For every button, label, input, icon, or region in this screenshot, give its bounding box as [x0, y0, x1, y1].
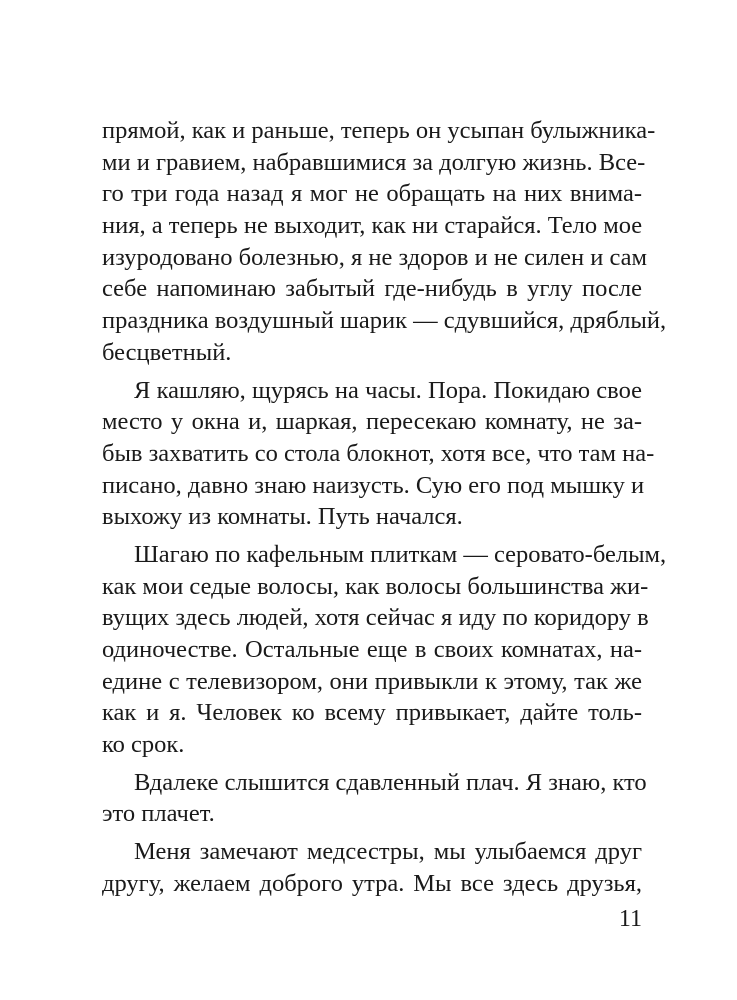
text-line: ко срок.	[102, 731, 185, 759]
text-line: праздника воздушный шарик — сдувшийся, дряблый,	[102, 307, 667, 335]
body-text	[102, 115, 667, 900]
text-line: писано, давно знаю наизусть. Сую его под мышку и	[102, 471, 645, 499]
text-line: выхожу из комнаты. Путь начался.	[102, 503, 463, 531]
paragraph-2	[102, 375, 655, 533]
text-line: Вдалеке слышится сдавленный плач. Я знаю, кто	[134, 768, 647, 796]
text-line: ми и гравием, набравшимися за долгую жизнь. Все-	[102, 148, 646, 176]
text-line: как мои седые волосы, как волосы большинства жи-	[102, 572, 649, 600]
text-line: себе напоминаю забытый где-нибудь в углу после	[102, 275, 642, 303]
text-line: бесцветный.	[102, 338, 232, 366]
text-line: другу, желаем доброго утра. Мы все здесь друзья,	[102, 869, 642, 897]
text-line: ния, а теперь не выходит, как ни старайся. Тело мое	[102, 212, 643, 240]
page-number: 11	[618, 906, 642, 932]
text-line: изуродовано болезнью, я не здоров и не силен и сам	[102, 243, 648, 271]
text-line: едине с телевизором, они привыкли к этому, так же	[102, 667, 642, 695]
paragraph-1	[102, 115, 667, 369]
text-line: Меня замечают медсестры, мы улыбаемся друг	[134, 838, 642, 866]
paragraph-5	[102, 836, 642, 899]
text-line: это плачет.	[102, 800, 215, 828]
text-line: как и я. Человек ко всему привыкает, дайте толь-	[102, 699, 642, 727]
paragraph-3	[102, 539, 667, 761]
text-line: быв захватить со стола блокнот, хотя все, что там на-	[102, 439, 655, 467]
text-line: Шагаю по кафельным плиткам — серовато-белым,	[134, 540, 667, 568]
text-line: одиночестве. Остальные еще в своих комнатах, на-	[102, 636, 642, 663]
paragraph-4	[102, 767, 647, 830]
text-line: место у окна и, шаркая, пересекаю комнату, не за-	[102, 408, 642, 436]
text-line: прямой, как и раньше, теперь он усыпан булыжника-	[102, 117, 656, 144]
text-line: вущих здесь людей, хотя сейчас я иду по коридору в	[102, 604, 649, 632]
text-line: го три года назад я мог не обращать на них внима-	[102, 180, 642, 208]
text-line: Я кашляю, щурясь на часы. Пора. Покидаю свое	[134, 376, 642, 404]
